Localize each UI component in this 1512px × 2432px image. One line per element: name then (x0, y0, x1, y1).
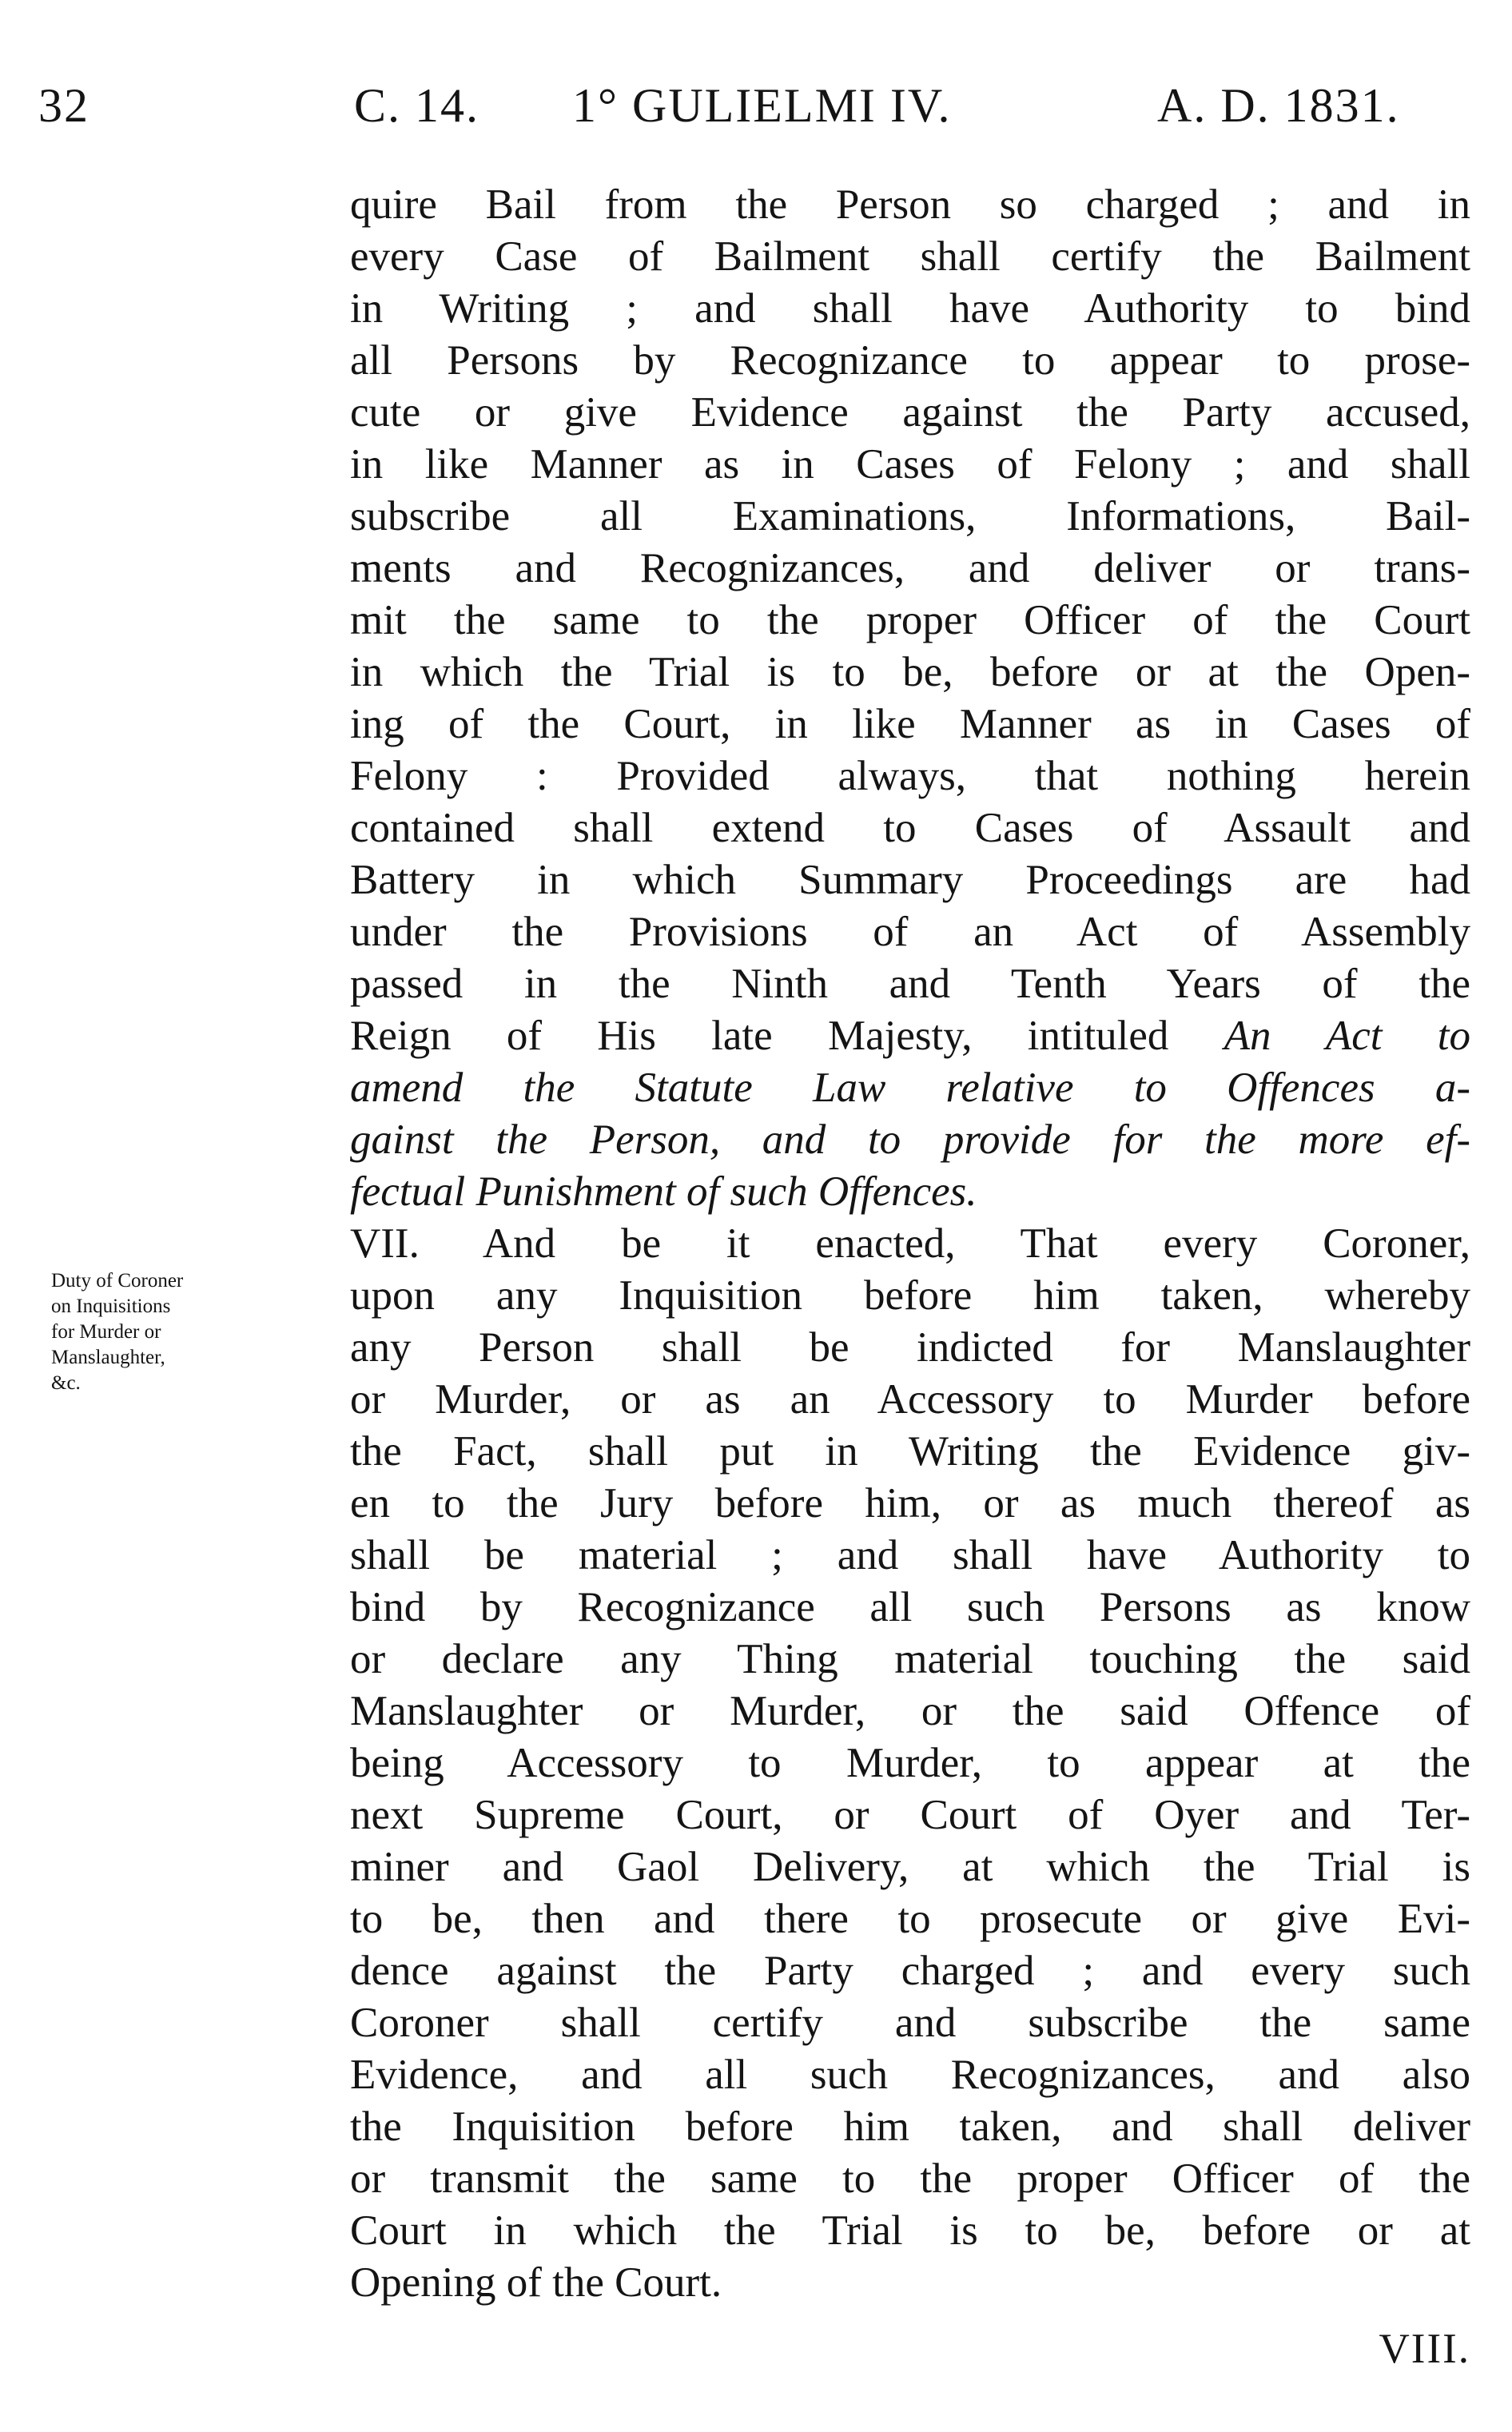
text-line: Evidence, and all such Recognizances, and also (350, 2052, 1470, 2098)
text-line: any Person shall be indicted for Manslaughter (350, 1324, 1470, 1371)
text-line: bind by Recognizance all such Persons as know (350, 1584, 1470, 1630)
text-line: Coroner shall certify and subscribe the same (350, 2000, 1470, 2046)
chapter-number: C. 14. (354, 79, 480, 132)
text-line-with-act-title (350, 1010, 1470, 1062)
marginal-note-line: &c. (51, 1372, 81, 1394)
text-line: en to the Jury before him, or as much thereof as (350, 1480, 1470, 1526)
text-line: contained shall extend to Cases of Assault and (350, 805, 1470, 851)
marginal-note-line: for Murder or (51, 1321, 161, 1343)
act-title-line: gainst the Person, and to provide for the more ef- (350, 1116, 1470, 1163)
text-line: mit the same to the proper Officer of the Court (350, 597, 1470, 643)
text-line: ments and Recognizances, and deliver or trans- (350, 545, 1470, 591)
text-line: Opening of the Court. (350, 2259, 722, 2306)
text-line: or declare any Thing material touching the said (350, 1636, 1470, 1682)
text-line: cute or give Evidence against the Party accused, (350, 389, 1470, 436)
text-line: passed in the Ninth and Tenth Years of the (350, 961, 1470, 1007)
year-heading: A. D. 1831. (1157, 79, 1400, 132)
text-line: Court in which the Trial is to be, before or at (350, 2207, 1470, 2254)
text-line: ing of the Court, in like Manner as in Cases of (350, 701, 1470, 747)
marginal-note-line: Duty of Coroner (51, 1270, 184, 1292)
text-line: subscribe all Examinations, Informations, Bail- (350, 493, 1470, 539)
text-line: being Accessory to Murder, to appear at the (350, 1740, 1470, 1786)
catchword: VIII. (1379, 2326, 1470, 2372)
page-number: 32 (38, 79, 90, 132)
text-line: the Fact, shall put in Writing the Evidence giv- (350, 1428, 1470, 1475)
regnal-title: 1° GULIELMI IV. (572, 79, 952, 132)
text-line: dence against the Party charged ; and every such (350, 1948, 1470, 1994)
act-title-line: amend the Statute Law relative to Offences a- (350, 1065, 1470, 1111)
text-line: or transmit the same to the proper Officer of the (350, 2155, 1470, 2202)
text-line: upon any Inquisition before him taken, whereby (350, 1272, 1470, 1319)
text-line-part: Reign of His late Majesty, intituled (350, 1013, 1224, 1059)
statute-text (350, 179, 1470, 2309)
text-line: to be, then and there to prosecute or give Evi- (350, 1896, 1470, 1942)
act-title-start: An Act to (1224, 1013, 1470, 1059)
text-line: in which the Trial is to be, before or at the Open- (350, 649, 1470, 695)
text-line: or Murder, or as an Accessory to Murder before (350, 1376, 1470, 1423)
text-line: next Supreme Court, or Court of Oyer and Ter- (350, 1792, 1470, 1838)
section-vii-start: VII. And be it enacted, That every Coroner, (350, 1220, 1470, 1267)
running-header (38, 78, 1477, 150)
text-line: miner and Gaol Delivery, at which the Trial is (350, 1844, 1470, 1890)
text-line: in like Manner as in Cases of Felony ; and shall (350, 441, 1470, 488)
text-line: the Inquisition before him taken, and shall deliver (350, 2104, 1470, 2150)
text-line: all Persons by Recognizance to appear to prose- (350, 337, 1470, 384)
text-line: Felony : Provided always, that nothing herein (350, 753, 1470, 799)
text-line: shall be material ; and shall have Authority to (350, 1532, 1470, 1578)
text-line: Manslaughter or Murder, or the said Offence of (350, 1688, 1470, 1734)
text-line: every Case of Bailment shall certify the Bailment (350, 233, 1470, 280)
text-line: in Writing ; and shall have Authority to bind (350, 285, 1470, 332)
marginal-note-line: Manslaughter, (51, 1347, 165, 1368)
text-line: under the Provisions of an Act of Assembly (350, 909, 1470, 955)
marginal-note-line: on Inquisitions (51, 1296, 171, 1317)
text-line: quire Bail from the Person so charged ; and in (350, 181, 1470, 228)
marginal-note (51, 1268, 339, 1396)
act-title-line: fectual Punishment of such Offences. (350, 1168, 977, 1215)
text-line: Battery in which Summary Proceedings are had (350, 857, 1470, 903)
